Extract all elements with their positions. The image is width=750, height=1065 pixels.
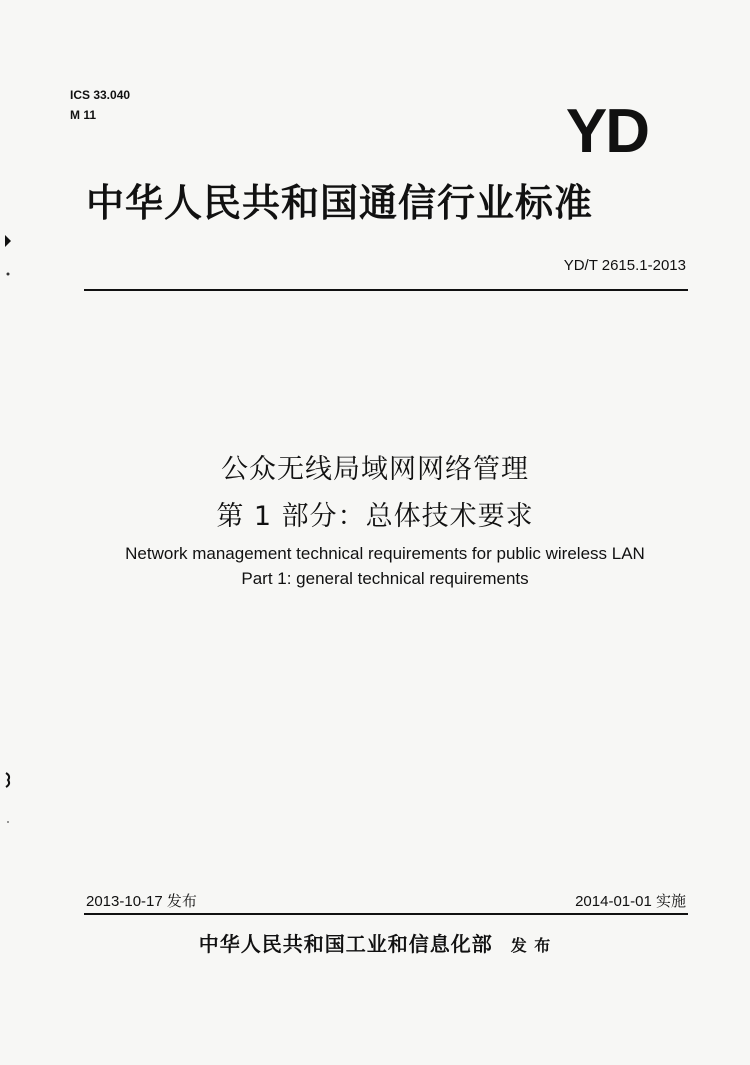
scan-mark-bracket-icon — [4, 772, 12, 788]
category-code: M 11 — [70, 108, 97, 122]
document-title-zh-line1: 公众无线局域网网络管理 — [221, 454, 529, 485]
issue-date: 2013-10-17 发布 — [86, 893, 197, 910]
scan-mark-speck-icon — [6, 820, 10, 824]
standard-title: 中华人民共和国通信行业标准 — [86, 181, 594, 225]
scan-mark-arrow-icon — [4, 234, 12, 248]
issuer-name: 中华人民共和国工业和信息化部 — [198, 932, 493, 956]
yd-logo: YD — [565, 97, 648, 166]
standard-number: YD/T 2615.1-2013 — [563, 257, 686, 274]
top-divider — [84, 289, 688, 291]
implementation-date: 2014-01-01 实施 — [575, 893, 686, 910]
issuer-suffix: 发 布 — [510, 936, 552, 955]
document-title-zh-line2: 第 1 部分：总体技术要求 — [216, 501, 534, 532]
scan-mark-dot-icon — [6, 272, 10, 276]
issuer-line — [0, 928, 750, 957]
bottom-divider — [84, 913, 688, 915]
document-title-en-line1: Network management technical requirements for public wireless LAN — [125, 544, 645, 563]
document-title-en-line2: Part 1: general technical requirements — [241, 569, 529, 588]
ics-code: ICS 33.040 — [70, 88, 131, 102]
